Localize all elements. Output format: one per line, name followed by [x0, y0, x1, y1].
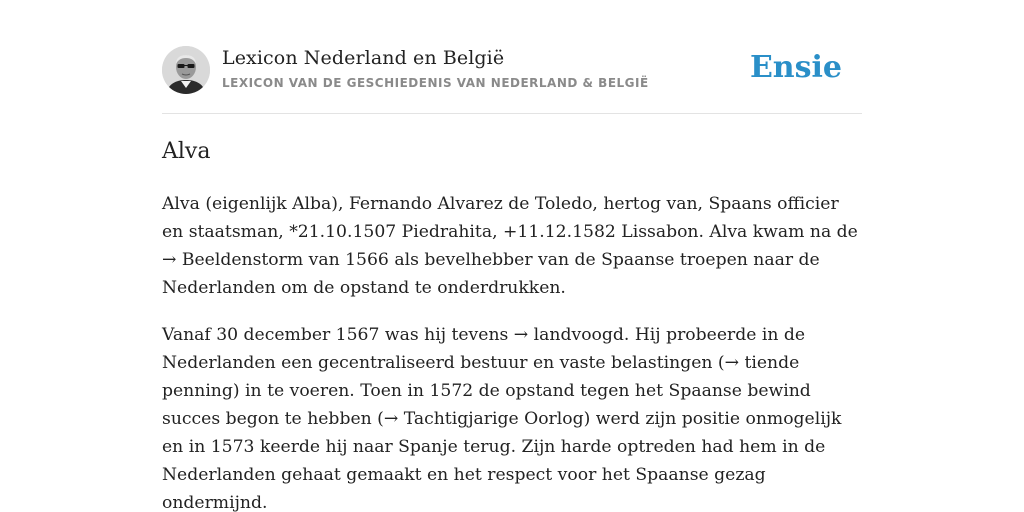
article-paragraph-1: Alva (eigenlijk Alba), Fernando Alvarez de Toledo, hertog van, Spaans officier en staatsman, *21.10.1507 Piedrahita, +11.12.1582 Lissabon. Alva kwam na de → Beeldenstorm van 1566 als bevelhebber van de Spaanse troepen naar de Nederlanden om de opstand te onderdrukken. [162, 194, 858, 298]
author-photo-icon [162, 46, 210, 94]
article [162, 136, 862, 512]
avatar[interactable] [162, 46, 210, 94]
article-title: Alva [162, 139, 211, 164]
header-divider [162, 113, 862, 114]
lexicon-title[interactable]: Lexicon Nederland en België [222, 47, 505, 69]
ensie-logo[interactable]: Ensie [749, 50, 842, 85]
lexicon-header [162, 46, 862, 114]
article-paragraph-2: Vanaf 30 december 1567 was hij tevens → landvoogd. Hij probeerde in de Nederlanden een gecentraliseerd bestuur en vaste belastingen (→ tiende penning) in te voeren. Toen in 1572 de opstand tegen het Spaanse bewind succes begon te hebben (→ Tachtigjarige Oorlog) werd zijn positie onmogelijk en in 1573 keerde hij naar Spanje terug. Zijn harde optreden had hem in de Nederlanden gehaat gemaakt en het respect voor het Spaanse gezag ondermijnd. [162, 325, 842, 512]
lexicon-subtitle: LEXICON VAN DE GESCHIEDENIS VAN NEDERLAND & BELGIË [222, 76, 649, 90]
